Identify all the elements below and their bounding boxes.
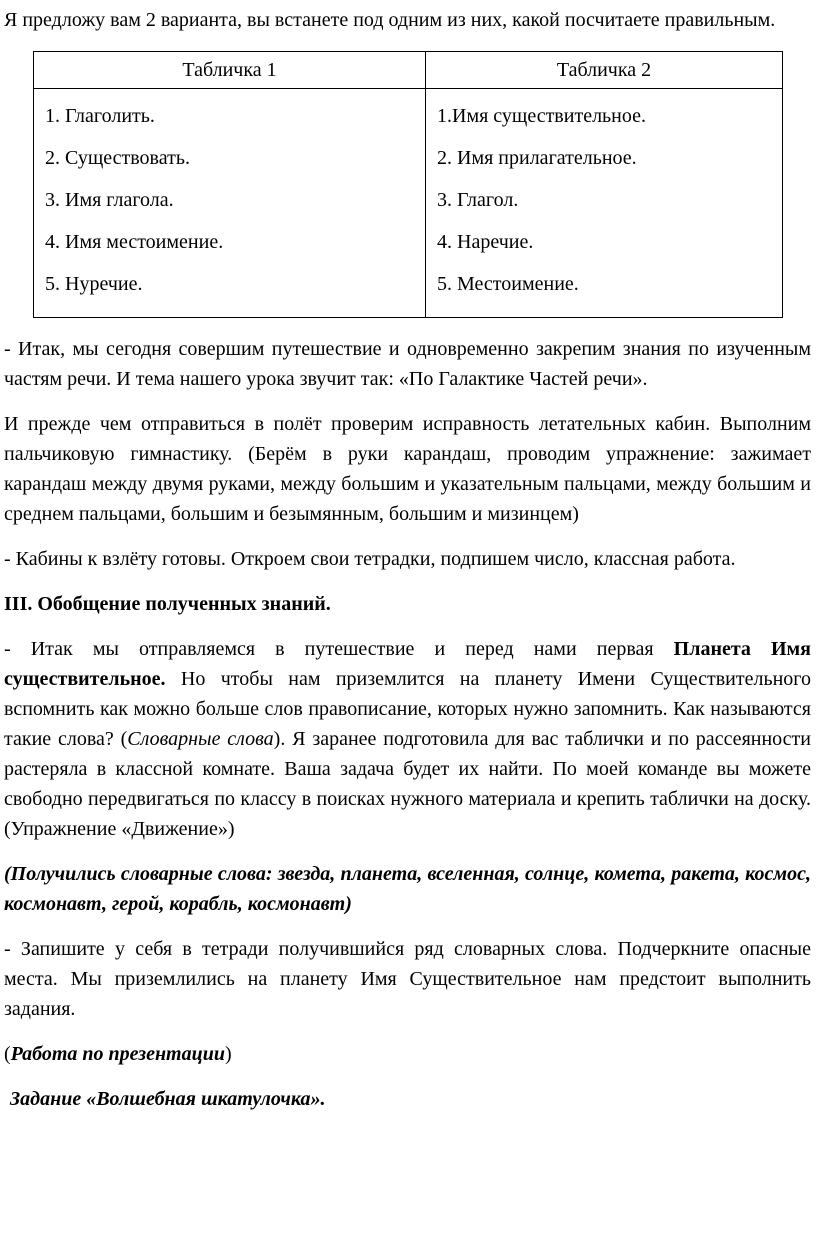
text-run: Но чтобы нам приземлится на планету Имени Существительного вспомнить как можно больше слов правописание, которых нужно запомнить. Как называются такие слова? ( (4, 668, 811, 750)
text-run: ) (224, 1043, 232, 1065)
table-body-row (34, 89, 783, 318)
table-cell-column1 (34, 89, 426, 318)
list-item: 4. Имя местоимение. (45, 231, 224, 253)
list-item: 3. Имя глагола. (45, 189, 174, 211)
list-item: 1.Имя существительное. (437, 105, 646, 127)
paragraph-planet (4, 634, 811, 844)
paragraph-trip: - Итак, мы сегодня совершим путешествие и одновременно закрепим знания по изученным частям речи. И тема нашего урока звучит так: «По Галактике Частей речи». (4, 338, 811, 390)
text-run: ( (4, 1043, 11, 1065)
paragraph-presentation (4, 1039, 811, 1069)
paragraph-flight: И прежде чем отправиться в полёт проверим исправность летательных кабин. Выполним пальчиковую гимнастику. (Берём в руки карандаш, проводим упражнение: зажимает карандаш между двумя руками, между большим и указательным пальцами, между большим и среднем пальцами, большим и безымянным, большим и мизинцем) (4, 413, 811, 525)
table-header-2: Табличка 2 (426, 52, 783, 89)
paragraph-write: - Запишите у себя в тетради получившийся ряд словарных слова. Подчеркните опасные места. Мы приземлились на планету Имя Существительное нам предстоит выполнить задания. (4, 938, 811, 1020)
list-item: 4. Наречие. (437, 231, 534, 253)
paragraph-task-title: Задание «Волшебная шкатулочка». (10, 1088, 326, 1110)
variants-table (33, 51, 783, 318)
list-item: 1. Глаголить. (45, 105, 155, 127)
list-item: 5. Нуречие. (45, 273, 143, 295)
paragraph-intro: Я предложу вам 2 варианта, вы встанете под одним из них, какой посчитаете правильным. (4, 9, 776, 31)
text-run-bold-italic: Работа по презентации (10, 1043, 225, 1065)
paragraph-vocabulary-words: (Получились словарные слова: звезда, планета, вселенная, солнце, комета, ракета, космос, космонавт, герой, корабль, космонавт) (4, 863, 811, 915)
list-item: 2. Имя прилагательное. (437, 147, 637, 169)
text-run: ). Я заранее подготовила для вас таблички и по рассеянности растеряла в классной комнате. Ваша задача будет их найти. По моей команде вы можете свободно передвигаться по классу в поисках нужного материала и крепить таблички на доску. (Упражнение «Движение») (4, 728, 811, 840)
table-header-row (34, 52, 783, 89)
paragraph-cabins: - Кабины к взлёту готовы. Откроем свои тетрадки, подпишем число, классная работа. (4, 548, 736, 570)
section-heading-generalization: III. Обобщение полученных знаний. (4, 593, 331, 615)
table-header-1: Табличка 1 (34, 52, 426, 89)
text-run-bold: Планета Имя существительное. (4, 638, 812, 690)
table-cell-column2 (426, 89, 783, 318)
list-item: 2. Существовать. (45, 147, 190, 169)
list-item: 5. Местоимение. (437, 273, 579, 295)
text-run: - Итак мы отправляемся в путешествие и перед нами первая (4, 638, 674, 660)
text-run-italic: Словарные слова (127, 728, 274, 750)
list-item: 3. Глагол. (437, 189, 519, 211)
